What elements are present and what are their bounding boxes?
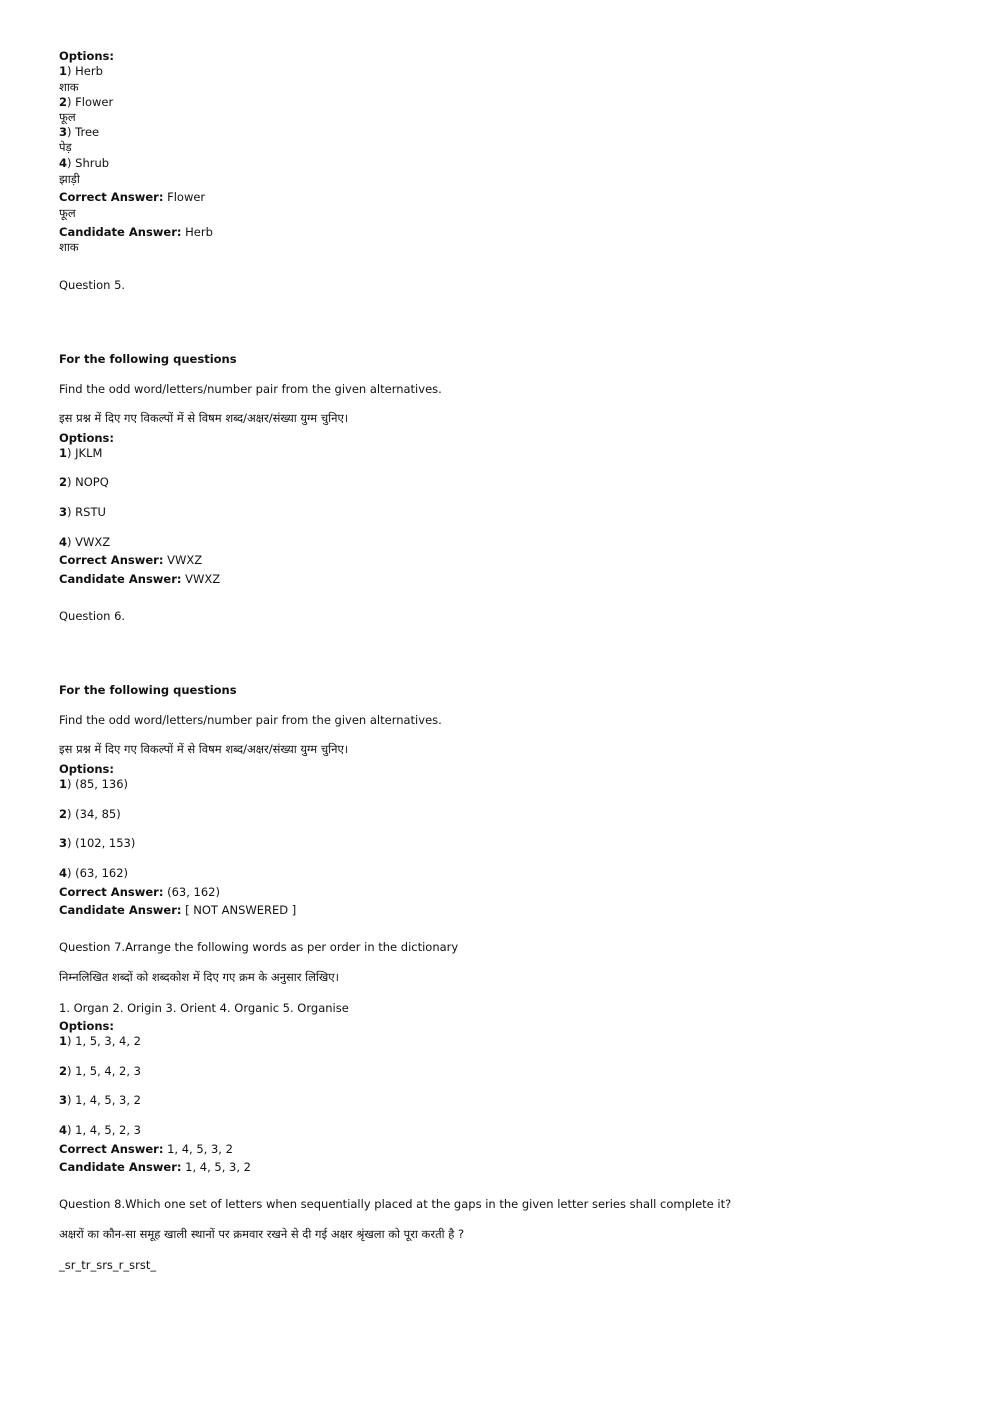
- q5-option-1: 1) JKLM: [59, 446, 103, 460]
- q7-word-list: 1. Organ 2. Origin 3. Orient 4. Organic 5. Organise: [59, 1001, 349, 1015]
- q8-heading: Question 8.Which one set of letters when sequentially placed at the gaps in the given letter series shall complete it?: [59, 1197, 732, 1211]
- q5-correct-answer: Correct Answer: VWXZ: [59, 553, 203, 567]
- q6-option-1: 1) (85, 136): [59, 777, 129, 791]
- q6-option-3: 3) (102, 153): [59, 836, 136, 850]
- q5-heading: Question 5.: [59, 278, 126, 292]
- q5-option-4: 4) VWXZ: [59, 535, 111, 549]
- q7-heading: Question 7.Arrange the following words as per order in the dictionary: [59, 940, 459, 954]
- q6-section-title: For the following questions: [59, 683, 237, 697]
- q4-candidate-answer-hindi: शाक: [59, 240, 79, 254]
- q4-option-4: 4) Shrub: [59, 156, 110, 170]
- q5-candidate-answer: Candidate Answer: VWXZ: [59, 572, 221, 586]
- q6-options-label: Options:: [59, 762, 114, 776]
- q5-option-3: 3) RSTU: [59, 505, 106, 519]
- q7-correct-answer: Correct Answer: 1, 4, 5, 3, 2: [59, 1142, 233, 1156]
- q4-option-1: 1) Herb: [59, 64, 103, 78]
- q4-option-1-hindi: शाक: [59, 80, 79, 94]
- q7-prompt-hindi: निम्नलिखित शब्दों को शब्दकोश में दिए गए क्रम के अनुसार लिखिए।: [59, 970, 340, 984]
- q6-prompt-hindi: इस प्रश्न में दिए गए विकल्पों में से विषम शब्द/अक्षर/संख्या युग्म चुनिए।: [59, 742, 349, 756]
- q4-option-4-hindi: झाड़ी: [59, 172, 80, 186]
- q7-options-label: Options:: [59, 1019, 114, 1033]
- q6-candidate-answer: Candidate Answer: [ NOT ANSWERED ]: [59, 903, 297, 917]
- q4-option-3: 3) Tree: [59, 125, 100, 139]
- q5-option-2: 2) NOPQ: [59, 475, 109, 489]
- q8-prompt-hindi: अक्षरों का कौन-सा समूह खाली स्थानों पर क्रमवार रखने से दी गई अक्षर श्रृंखला को पूरा करती है ?: [59, 1227, 465, 1241]
- q6-heading: Question 6.: [59, 609, 126, 623]
- q4-correct-answer: Correct Answer: Flower: [59, 190, 206, 204]
- q4-option-2: 2) Flower: [59, 95, 114, 109]
- q5-options-label: Options:: [59, 431, 114, 445]
- q4-options-label: Options:: [59, 49, 114, 63]
- q7-option-4: 4) 1, 4, 5, 2, 3: [59, 1123, 141, 1137]
- q4-option-2-hindi: फूल: [59, 110, 76, 124]
- q7-option-1: 1) 1, 5, 3, 4, 2: [59, 1034, 141, 1048]
- q5-prompt-english: Find the odd word/letters/number pair from the given alternatives.: [59, 382, 442, 396]
- q6-option-4: 4) (63, 162): [59, 866, 129, 880]
- q7-option-2: 2) 1, 5, 4, 2, 3: [59, 1064, 141, 1078]
- q8-letter-series: _sr_tr_srs_r_srst_: [59, 1258, 157, 1272]
- q4-option-3-hindi: पेड़: [59, 140, 72, 154]
- q4-candidate-answer: Candidate Answer: Herb: [59, 225, 213, 239]
- q5-prompt-hindi: इस प्रश्न में दिए गए विकल्पों में से विषम शब्द/अक्षर/संख्या युग्म चुनिए।: [59, 411, 349, 425]
- q7-option-3: 3) 1, 4, 5, 3, 2: [59, 1093, 141, 1107]
- q6-correct-answer: Correct Answer: (63, 162): [59, 885, 220, 899]
- q6-prompt-english: Find the odd word/letters/number pair from the given alternatives.: [59, 713, 442, 727]
- q7-candidate-answer: Candidate Answer: 1, 4, 5, 3, 2: [59, 1160, 251, 1174]
- q6-option-2: 2) (34, 85): [59, 807, 121, 821]
- q5-section-title: For the following questions: [59, 352, 237, 366]
- q4-correct-answer-hindi: फूल: [59, 206, 76, 220]
